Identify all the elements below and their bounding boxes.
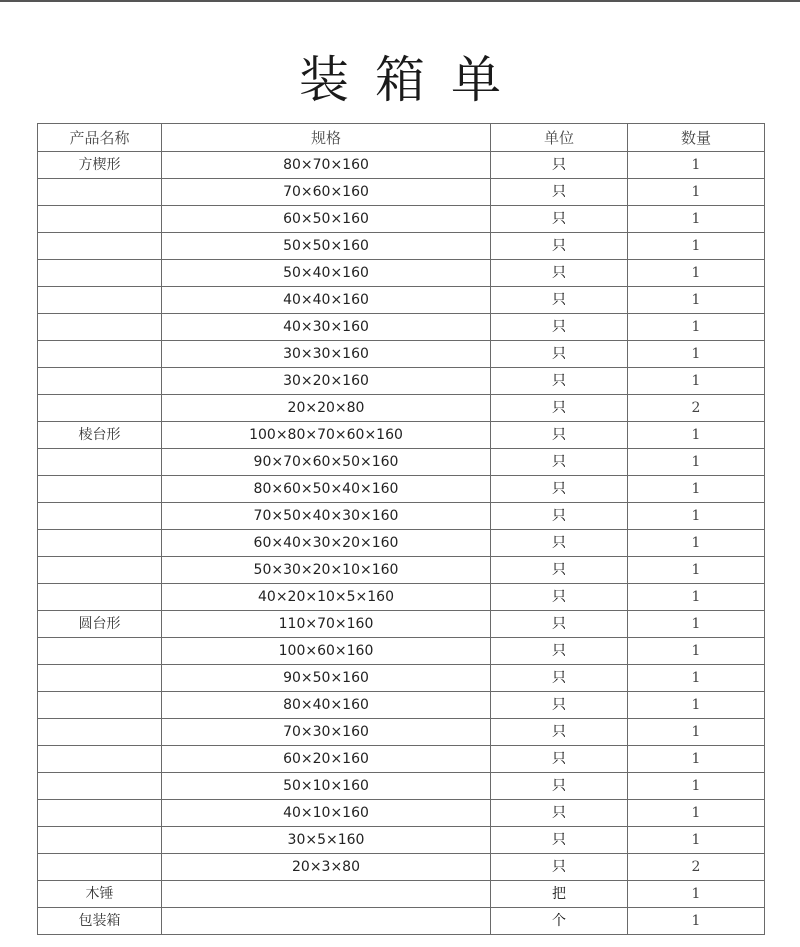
quantity-cell: 1 [628, 287, 765, 314]
product-name-cell [38, 638, 162, 665]
product-name-cell [38, 287, 162, 314]
quantity-cell: 2 [628, 854, 765, 881]
spec-cell: 30×5×160 [162, 827, 491, 854]
quantity-cell: 1 [628, 449, 765, 476]
quantity-cell: 1 [628, 179, 765, 206]
unit-cell: 只 [491, 233, 628, 260]
table-row [38, 503, 765, 530]
spec-cell: 30×20×160 [162, 368, 491, 395]
product-name-cell [38, 233, 162, 260]
quantity-cell: 2 [628, 395, 765, 422]
table-body [38, 152, 765, 935]
table-row [38, 260, 765, 287]
spec-cell: 50×40×160 [162, 260, 491, 287]
unit-cell: 只 [491, 638, 628, 665]
unit-cell: 只 [491, 557, 628, 584]
table-row [38, 638, 765, 665]
spec-cell: 100×60×160 [162, 638, 491, 665]
table-row [38, 557, 765, 584]
table-row [38, 314, 765, 341]
unit-cell: 只 [491, 719, 628, 746]
spec-cell: 40×10×160 [162, 800, 491, 827]
unit-cell: 只 [491, 287, 628, 314]
product-name-cell [38, 368, 162, 395]
quantity-cell: 1 [628, 152, 765, 179]
quantity-cell: 1 [628, 503, 765, 530]
unit-cell: 只 [491, 368, 628, 395]
table-row [38, 530, 765, 557]
product-name-cell [38, 449, 162, 476]
spec-cell: 30×30×160 [162, 341, 491, 368]
unit-cell: 只 [491, 800, 628, 827]
top-border-line [0, 0, 800, 2]
table-row [38, 773, 765, 800]
product-name-cell: 木锤 [38, 881, 162, 908]
table-row [38, 827, 765, 854]
quantity-cell: 1 [628, 476, 765, 503]
spec-cell: 40×20×10×5×160 [162, 584, 491, 611]
spec-cell: 60×20×160 [162, 746, 491, 773]
table-row [38, 395, 765, 422]
quantity-cell: 1 [628, 611, 765, 638]
unit-cell: 只 [491, 395, 628, 422]
spec-cell: 50×30×20×10×160 [162, 557, 491, 584]
product-name-cell [38, 719, 162, 746]
spec-cell: 60×40×30×20×160 [162, 530, 491, 557]
spec-cell: 70×60×160 [162, 179, 491, 206]
unit-cell: 只 [491, 152, 628, 179]
table-row [38, 719, 765, 746]
unit-cell: 只 [491, 854, 628, 881]
quantity-cell: 1 [628, 881, 765, 908]
spec-cell: 40×30×160 [162, 314, 491, 341]
product-name-cell [38, 503, 162, 530]
table-row [38, 422, 765, 449]
quantity-cell: 1 [628, 746, 765, 773]
quantity-cell: 1 [628, 827, 765, 854]
unit-cell: 个 [491, 908, 628, 935]
header-unit: 单位 [491, 124, 628, 152]
spec-cell: 50×50×160 [162, 233, 491, 260]
product-name-cell [38, 557, 162, 584]
product-name-cell [38, 179, 162, 206]
quantity-cell: 1 [628, 368, 765, 395]
product-name-cell [38, 341, 162, 368]
quantity-cell: 1 [628, 557, 765, 584]
unit-cell: 只 [491, 341, 628, 368]
quantity-cell: 1 [628, 314, 765, 341]
table-row [38, 692, 765, 719]
quantity-cell: 1 [628, 584, 765, 611]
unit-cell: 把 [491, 881, 628, 908]
page-title: 装箱单 [299, 50, 527, 109]
product-name-cell [38, 854, 162, 881]
quantity-cell: 1 [628, 692, 765, 719]
unit-cell: 只 [491, 206, 628, 233]
table-row [38, 152, 765, 179]
product-name-cell [38, 395, 162, 422]
spec-cell: 70×50×40×30×160 [162, 503, 491, 530]
unit-cell: 只 [491, 314, 628, 341]
table-row [38, 341, 765, 368]
quantity-cell: 1 [628, 341, 765, 368]
table-row [38, 881, 765, 908]
product-name-cell [38, 314, 162, 341]
table-row [38, 611, 765, 638]
quantity-cell: 1 [628, 908, 765, 935]
unit-cell: 只 [491, 530, 628, 557]
quantity-cell: 1 [628, 719, 765, 746]
unit-cell: 只 [491, 665, 628, 692]
table-row [38, 449, 765, 476]
table-row [38, 908, 765, 935]
packing-list-table [37, 123, 765, 935]
spec-cell: 80×60×50×40×160 [162, 476, 491, 503]
table-header-row [38, 124, 765, 152]
unit-cell: 只 [491, 746, 628, 773]
table-row [38, 233, 765, 260]
product-name-cell: 包装箱 [38, 908, 162, 935]
quantity-cell: 1 [628, 206, 765, 233]
table-row [38, 206, 765, 233]
unit-cell: 只 [491, 179, 628, 206]
header-spec: 规格 [162, 124, 491, 152]
product-name-cell [38, 827, 162, 854]
spec-cell: 20×20×80 [162, 395, 491, 422]
quantity-cell: 1 [628, 665, 765, 692]
table-row [38, 584, 765, 611]
quantity-cell: 1 [628, 638, 765, 665]
table-row [38, 368, 765, 395]
product-name-cell [38, 746, 162, 773]
quantity-cell: 1 [628, 800, 765, 827]
spec-cell: 80×40×160 [162, 692, 491, 719]
table-row [38, 179, 765, 206]
spec-cell: 20×3×80 [162, 854, 491, 881]
product-name-cell [38, 476, 162, 503]
spec-cell [162, 881, 491, 908]
spec-cell: 110×70×160 [162, 611, 491, 638]
unit-cell: 只 [491, 422, 628, 449]
product-name-cell [38, 800, 162, 827]
table-row [38, 476, 765, 503]
unit-cell: 只 [491, 611, 628, 638]
header-quantity: 数量 [628, 124, 765, 152]
unit-cell: 只 [491, 773, 628, 800]
spec-cell [162, 908, 491, 935]
header-product-name: 产品名称 [38, 124, 162, 152]
product-name-cell [38, 206, 162, 233]
table-row [38, 746, 765, 773]
product-name-cell: 棱台形 [38, 422, 162, 449]
spec-cell: 60×50×160 [162, 206, 491, 233]
table-row [38, 800, 765, 827]
spec-cell: 90×50×160 [162, 665, 491, 692]
product-name-cell [38, 665, 162, 692]
unit-cell: 只 [491, 260, 628, 287]
spec-cell: 100×80×70×60×160 [162, 422, 491, 449]
product-name-cell [38, 584, 162, 611]
table-row [38, 665, 765, 692]
product-name-cell [38, 260, 162, 287]
spec-cell: 90×70×60×50×160 [162, 449, 491, 476]
unit-cell: 只 [491, 584, 628, 611]
unit-cell: 只 [491, 503, 628, 530]
product-name-cell [38, 692, 162, 719]
unit-cell: 只 [491, 476, 628, 503]
spec-cell: 80×70×160 [162, 152, 491, 179]
product-name-cell [38, 530, 162, 557]
quantity-cell: 1 [628, 422, 765, 449]
quantity-cell: 1 [628, 773, 765, 800]
product-name-cell [38, 773, 162, 800]
spec-cell: 70×30×160 [162, 719, 491, 746]
unit-cell: 只 [491, 827, 628, 854]
table-row [38, 287, 765, 314]
table-row [38, 854, 765, 881]
product-name-cell: 方楔形 [38, 152, 162, 179]
spec-cell: 50×10×160 [162, 773, 491, 800]
unit-cell: 只 [491, 692, 628, 719]
product-name-cell: 圆台形 [38, 611, 162, 638]
spec-cell: 40×40×160 [162, 287, 491, 314]
quantity-cell: 1 [628, 530, 765, 557]
quantity-cell: 1 [628, 260, 765, 287]
unit-cell: 只 [491, 449, 628, 476]
quantity-cell: 1 [628, 233, 765, 260]
